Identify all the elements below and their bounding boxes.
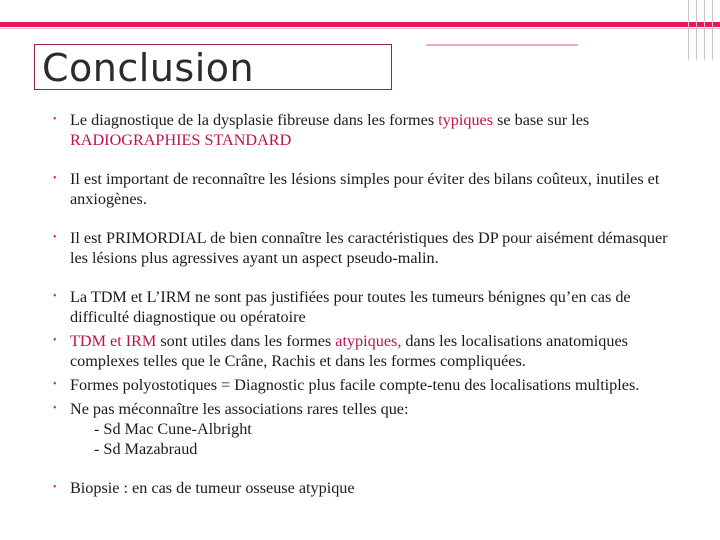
top-accent-bar	[0, 22, 720, 27]
bullet-text: Il est important de reconnaître les lésions simples pour éviter des bilans coûteux, inutiles et anxiogènes.	[70, 170, 660, 208]
bullet-text: Ne pas méconnaître les associations rares telles que:	[70, 400, 409, 418]
corner-decoration	[680, 0, 720, 60]
bullet-item	[55, 478, 685, 498]
bullet-text: Il est PRIMORDIAL de bien connaître les caractéristiques des DP pour aisément démasquer les lésions plus agressives ayant un aspect pseudo-malin.	[70, 229, 668, 267]
bullet-item	[55, 228, 685, 268]
top-accent-line	[0, 28, 720, 29]
title-underline	[426, 44, 578, 46]
bullet-text: Formes polyostotiques = Diagnostic plus facile compte-tenu des localisations multiples.	[70, 376, 640, 394]
bullet-highlight: RADIOGRAPHIES STANDARD	[70, 131, 292, 149]
bullet-text: La TDM et L’IRM ne sont pas justifiées pour toutes les tumeurs bénignes qu’en cas de difficulté diagnostique ou opératoire	[70, 288, 631, 326]
bullet-item	[55, 399, 685, 459]
bullet-highlight: atypiques,	[335, 332, 402, 350]
bullet-text: se base sur les	[493, 111, 590, 129]
bullet-item	[55, 169, 685, 209]
bullet-text: Biopsie : en cas de tumeur osseuse atypique	[70, 479, 355, 497]
bullet-text: dans les localisations anatomiques complexes telles que le Crâne, Rachis et dans les formes compliquées.	[70, 332, 628, 370]
bullet-item	[55, 110, 685, 150]
bullet-highlight: typiques	[438, 111, 494, 129]
bullet-text: Le diagnostique de la dysplasie fibreuse dans les formes	[70, 111, 439, 129]
slide-title: Conclusion	[42, 46, 255, 90]
sub-item: - Sd Mazabraud	[94, 440, 198, 458]
bullet-item	[55, 287, 685, 327]
bullet-item	[55, 375, 685, 395]
bullet-item	[55, 331, 685, 371]
bullet-text: sont utiles dans les formes	[156, 332, 336, 350]
bullet-highlight: TDM et IRM	[70, 332, 157, 350]
sub-item: - Sd Mac Cune-Albright	[94, 420, 252, 438]
slide-content	[55, 110, 685, 498]
